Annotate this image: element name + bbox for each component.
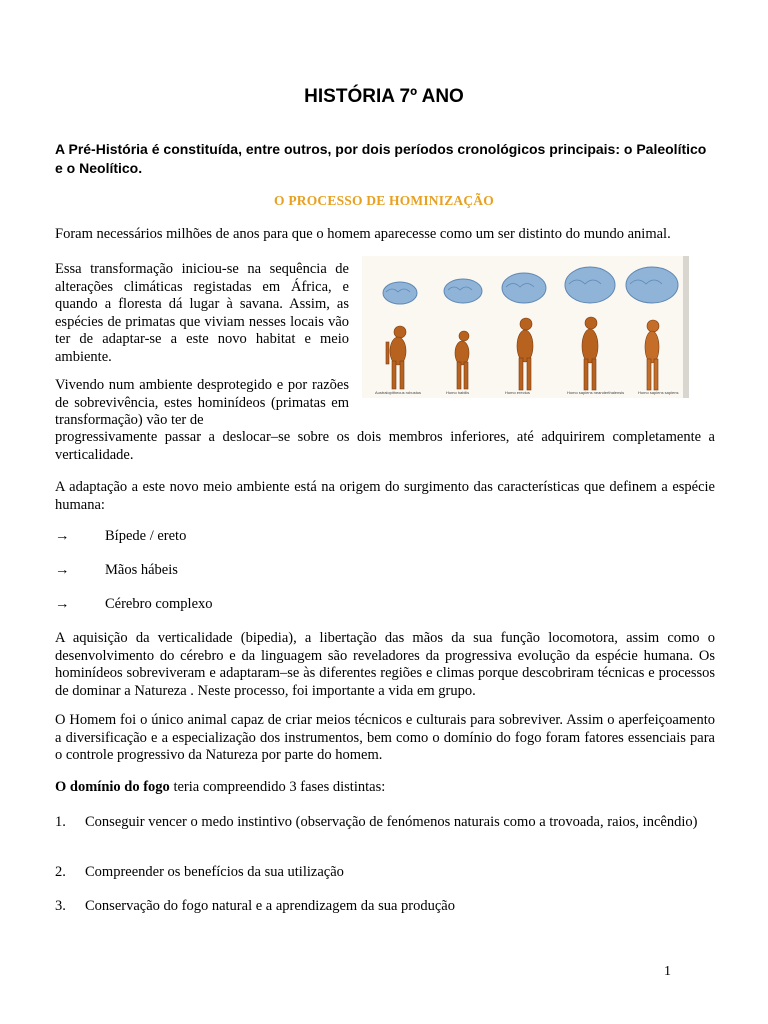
figure-caption: Australopithecus robustus xyxy=(375,390,422,395)
list-item xyxy=(55,898,715,916)
list-number: 1. xyxy=(55,814,66,830)
figure-caption: Homo erectus xyxy=(505,390,530,395)
list-item-label: Conseguir vencer o medo instintivo (observação de fenómenos naturais como a trovoada, raios, incêndio) xyxy=(85,814,698,830)
fire-mastery-label: O domínio do fogo xyxy=(55,779,170,795)
list-item xyxy=(55,814,715,832)
intro-text: A Pré-História é constituída, entre outros, por dois períodos cronológicos principais: o Paleolítico e o Neolítico. xyxy=(55,141,707,176)
hominid-figure xyxy=(645,320,659,390)
hominization-figure xyxy=(362,256,689,398)
brain-icon xyxy=(565,267,615,303)
paragraph-6: O Homem foi o único animal capaz de criar meios técnicos e culturais para sobreviver. Assim o aperfeiçoamento a diversificação e a especialização dos instrumentos, bem como o domínio do fogo foram fatores essenciais para o controle progressivo da Natureza por parte do homem. xyxy=(55,712,715,763)
page-number: 1 xyxy=(664,964,671,979)
list-number: 3. xyxy=(55,898,66,914)
figure-caption: Homo sapiens neanderthalensis xyxy=(567,390,625,395)
list-item-label: Bípede / ereto xyxy=(105,528,187,544)
paragraph-2: Essa transformação iniciou-se na sequência de alterações climáticas registadas em África, e quando a floresta dá lugar à savana. Assim, as espécies de primatas que viviam nesses locais vão ter de adaptar-se a este novo habitat e meio ambiente. xyxy=(55,261,349,365)
list-item-label: Conservação do fogo natural e a aprendizagem da sua produção xyxy=(85,898,455,914)
paragraph-3-end: progressivamente passar a deslocar–se sobre os dois membros inferiores, até adquirirem completamente a verticalidade. xyxy=(55,429,715,463)
arrow-icon: → xyxy=(55,596,70,612)
list-item xyxy=(55,528,186,545)
list-item-label: Mãos hábeis xyxy=(105,562,178,578)
list-item-label: Compreender os benefícios da sua utilização xyxy=(85,864,344,880)
brain-icon xyxy=(626,267,678,303)
page-title: HISTÓRIA 7º ANO xyxy=(304,86,464,107)
arrow-icon: → xyxy=(55,528,70,544)
brain-icon xyxy=(444,279,482,303)
arrow-icon: → xyxy=(55,562,70,578)
list-item xyxy=(55,864,715,882)
paragraph-7 xyxy=(55,779,715,797)
paragraph-4: A adaptação a este novo meio ambiente está na origem do surgimento das características que definem a espécie humana: xyxy=(55,479,715,513)
list-number: 2. xyxy=(55,864,66,880)
paragraph-3-start: Vivendo num ambiente desprotegido e por razões de sobrevivência, estes hominídeos (primatas em transformação) vão ter de xyxy=(55,377,349,428)
section-heading: O PROCESSO DE HOMINIZAÇÃO xyxy=(274,193,494,208)
list-item xyxy=(55,562,178,579)
hominid-figure xyxy=(582,317,598,390)
figure-edge xyxy=(683,256,689,398)
hominid-figure xyxy=(386,326,406,389)
list-item xyxy=(55,596,213,613)
brain-icon xyxy=(383,282,417,304)
figure-caption: Homo sapiens sapiens xyxy=(638,390,679,395)
list-item-label: Cérebro complexo xyxy=(105,596,213,612)
paragraph-1: Foram necessários milhões de anos para que o homem aparecesse como um ser distinto do mundo animal. xyxy=(55,226,671,242)
evolution-illustration xyxy=(362,256,689,398)
hominid-figure xyxy=(517,318,533,390)
fire-mastery-text: teria compreendido 3 fases distintas: xyxy=(169,779,386,795)
paragraph-5: A aquisição da verticalidade (bipedia), a libertação das mãos da sua função locomotora, assim como o desenvolvimento do cérebro e da linguagem são reveladores da progressiva evolução da espécie humana. Os hominídeos sobreviveram e adaptaram–se às diferentes regiões e climas porque descobriram técnicas e processos de dominar a Natureza . Neste processo, foi importante a vida em grupo. xyxy=(55,630,715,699)
hominid-figure xyxy=(455,331,469,389)
figure-caption: Homo habilis xyxy=(446,390,470,395)
brain-icon xyxy=(502,273,546,303)
